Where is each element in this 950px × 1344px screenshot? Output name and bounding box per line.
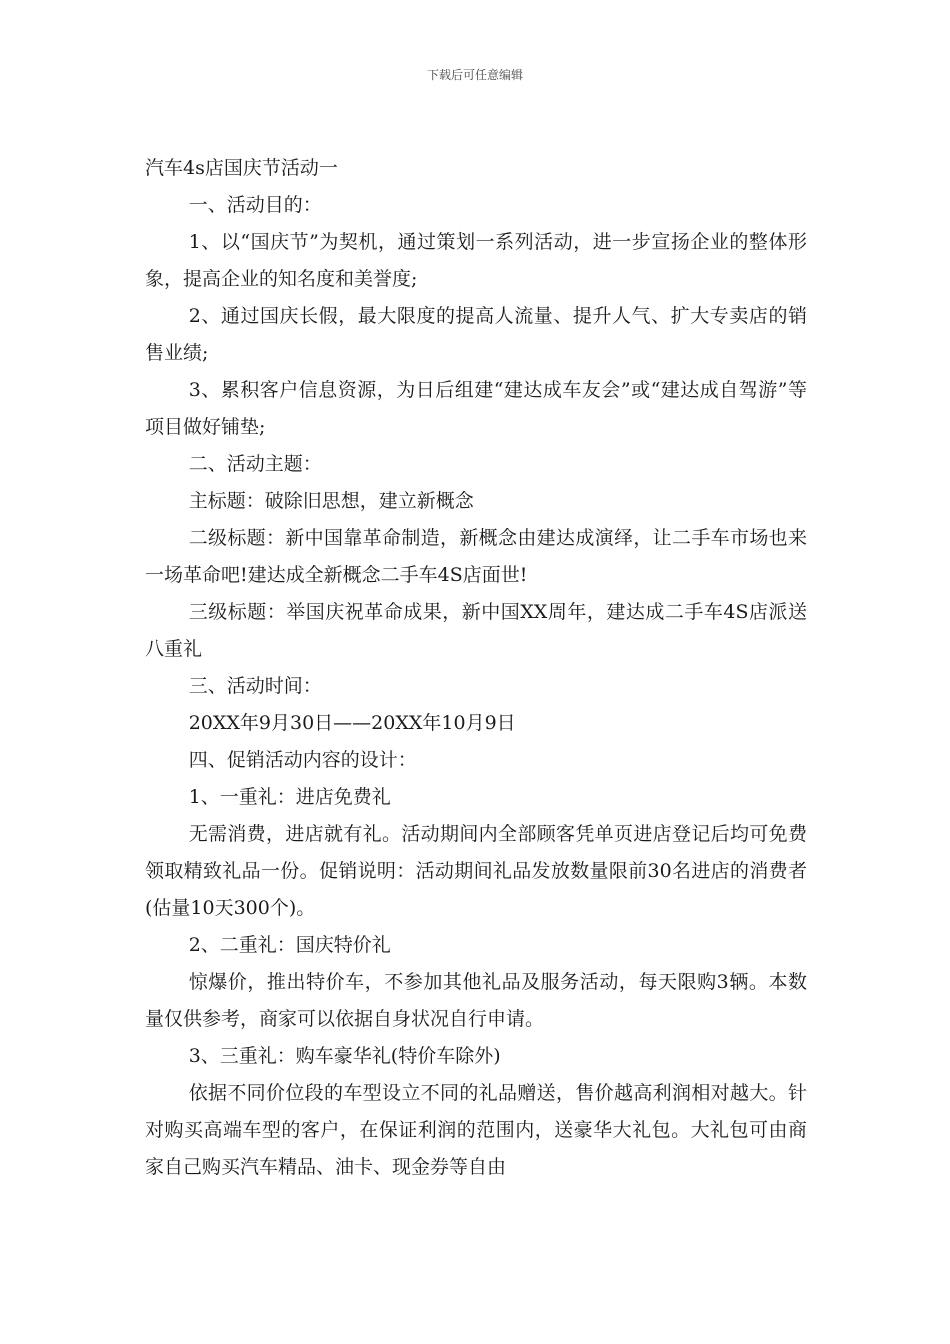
paragraph-purpose-1: 1、以“国庆节”为契机，通过策划一系列活动，进一步宣扬企业的整体形象，提高企业的知名度和美誉度;: [145, 231, 807, 290]
paragraph-gift-3-detail: 依据不同价位段的车型设立不同的礼品赠送，售价越高利润相对越大。针对购买高端车型的客户，在保证利润的范围内，送豪华大礼包。大礼包可由商家自己购买汽车精品、油卡、现金券等自由: [145, 1082, 807, 1178]
section-heading-content: 四、促销活动内容的设计：: [188, 749, 417, 771]
paragraph-gift-1-title: 1、一重礼：进店免费礼: [188, 786, 391, 808]
paragraph-purpose-2: 2、通过国庆长假，最大限度的提高人流量、提升人气、扩大专卖店的销售业绩;: [145, 305, 807, 364]
paragraph-main-title: 主标题：破除旧思想，建立新概念: [188, 490, 474, 512]
paragraph-gift-2-detail: 惊爆价，推出特价车，不参加其他礼品及服务活动，每天限购3辆。本数量仅供参考，商家可以依据自身状况自行申请。: [145, 971, 807, 1030]
paragraph-gift-2-title: 2、二重礼：国庆特价礼: [188, 934, 391, 956]
paragraph-gift-1-detail: 无需消费，进店就有礼。活动期间内全部顾客凭单页进店登记后均可免费领取精致礼品一份。促销说明：活动期间礼品发放数量限前30名进店的消费者(估量10天300个)。: [145, 823, 807, 919]
section-heading-theme: 二、活动主题：: [188, 453, 322, 475]
paragraph-time-range: 20XX年9月30日——20XX年10月9日: [188, 712, 516, 734]
paragraph-gift-3-title: 3、三重礼：购车豪华礼(特价车除外): [188, 1045, 501, 1067]
paragraph-third-title: 三级标题：举国庆祝革命成果，新中国XX周年，建达成二手车4S店派送八重礼: [145, 601, 807, 660]
section-heading-purpose: 一、活动目的：: [188, 194, 322, 216]
document-body: [145, 150, 807, 1186]
paragraph-purpose-3: 3、累积客户信息资源，为日后组建“建达成车友会”或“建达成自驾游”等项目做好铺垫;: [145, 379, 807, 438]
section-heading-time: 三、活动时间：: [188, 675, 322, 697]
header-note: 下载后可任意编辑: [426, 68, 523, 82]
paragraph-second-title: 二级标题：新中国靠革命制造，新概念由建达成演绎，让二手车市场也来一场革命吧!建达成全新概念二手车4S店面世!: [145, 527, 807, 586]
document-title: 汽车4s店国庆节活动一: [145, 157, 338, 179]
